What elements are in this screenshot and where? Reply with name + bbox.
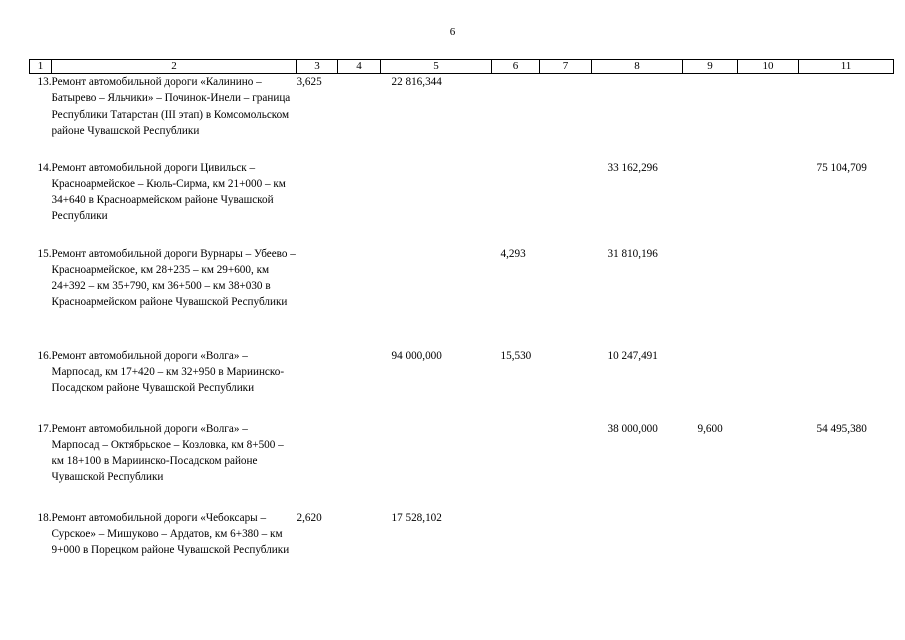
cell-col5 xyxy=(381,160,492,246)
cell-col7 xyxy=(540,74,592,160)
cell-col7 xyxy=(540,246,592,348)
row-number: 15. xyxy=(37,247,52,260)
cell-col6 xyxy=(492,160,540,246)
cell-col11 xyxy=(799,510,894,574)
cell-col10 xyxy=(738,510,799,574)
cell-col9 xyxy=(683,160,738,246)
cell-col6: 4,293 xyxy=(500,247,526,260)
row-number: 14. xyxy=(37,161,52,174)
table-row xyxy=(30,510,894,574)
cell-col6: 15,530 xyxy=(500,349,532,362)
row-number: 13. xyxy=(37,76,52,88)
cell-col4 xyxy=(338,74,381,160)
cell-col8 xyxy=(592,510,683,574)
cell-col10 xyxy=(738,421,799,510)
table-row xyxy=(30,160,894,246)
cell-col11: 54 495,380 xyxy=(816,422,867,435)
cell-col4 xyxy=(338,510,381,574)
table-row xyxy=(30,74,894,160)
road-name: Ремонт автомобильной дороги «Волга» – Марпосад – Октябрьское – Козловка, км 8+500 – км 18+100 в Мариинско-Посадском районе Чувашской Республики xyxy=(51,422,284,484)
column-header: 7 xyxy=(540,60,592,74)
cell-col8 xyxy=(592,74,683,160)
cell-col6 xyxy=(492,74,540,160)
cell-col10 xyxy=(738,74,799,160)
cell-col6 xyxy=(492,421,540,510)
cell-col8: 31 810,196 xyxy=(607,247,658,260)
road-name: Ремонт автомобильной дороги Цивильск – Красноармейское – Кюль-Сирма, км 21+000 – км 34+640 в Красноармейском районе Чувашской Республики xyxy=(51,161,286,223)
cell-col5 xyxy=(381,246,492,348)
cell-col4 xyxy=(338,421,381,510)
cell-col7 xyxy=(540,421,592,510)
cell-col10 xyxy=(738,160,799,246)
cell-col9 xyxy=(683,246,738,348)
column-header: 2 xyxy=(52,60,297,74)
column-header: 4 xyxy=(338,60,381,74)
cell-col3 xyxy=(297,421,338,510)
cell-col11 xyxy=(799,246,894,348)
cell-col5 xyxy=(381,421,492,510)
column-header: 6 xyxy=(492,60,540,74)
column-header: 11 xyxy=(799,60,894,74)
column-header: 1 xyxy=(30,60,52,74)
cell-col3 xyxy=(297,348,338,421)
cell-col5: 17 528,102 xyxy=(391,511,442,524)
column-header: 5 xyxy=(381,60,492,74)
cell-col4 xyxy=(338,348,381,421)
column-header: 10 xyxy=(738,60,799,74)
column-number-header-row xyxy=(30,60,894,74)
cell-col8: 33 162,296 xyxy=(607,161,658,174)
column-header: 3 xyxy=(297,60,338,74)
cell-col9 xyxy=(683,348,738,421)
cell-col7 xyxy=(540,348,592,421)
cell-col3 xyxy=(297,246,338,348)
cell-col5: 22 816,344 xyxy=(391,76,442,88)
cell-col9: 9,600 xyxy=(697,422,723,435)
cell-col4 xyxy=(338,246,381,348)
table-row xyxy=(30,246,894,348)
table-row xyxy=(30,421,894,510)
cell-col4 xyxy=(338,160,381,246)
road-name: Ремонт автомобильной дороги «Чебоксары – Сурское» – Мишуково – Ардатов, км 6+380 – км 9+000 в Порецком районе Чувашской Республики xyxy=(51,511,290,557)
road-name: Ремонт автомобильной дороги «Волга» – Марпосад, км 17+420 – км 32+950 в Мариинско-Посадском районе Чувашской Республики xyxy=(51,349,285,395)
row-number: 17. xyxy=(37,422,52,435)
road-name: Ремонт автомобильной дороги «Калинино – Батырево – Яльчики» – Починок-Инели – граница Республики Татарстан (III этап) в Комсомольском районе Чувашской Республики xyxy=(51,76,291,137)
cell-col10 xyxy=(738,246,799,348)
cell-col8: 10 247,491 xyxy=(607,349,658,362)
cell-col6 xyxy=(492,510,540,574)
column-header: 9 xyxy=(683,60,738,74)
cell-col5: 94 000,000 xyxy=(391,349,442,362)
cell-col3: 3,625 xyxy=(296,76,322,88)
cell-col9 xyxy=(683,510,738,574)
cell-col11 xyxy=(799,348,894,421)
cell-col3: 2,620 xyxy=(296,511,322,524)
row-number: 18. xyxy=(37,511,52,524)
cell-col10 xyxy=(738,348,799,421)
cell-col9 xyxy=(683,74,738,160)
row-number: 16. xyxy=(37,349,52,362)
road-repair-table xyxy=(29,59,894,574)
page-number: 6 xyxy=(449,26,456,38)
road-name: Ремонт автомобильной дороги Вурнары – Убеево – Красноармейское, км 28+235 – км 29+600, км 24+392 – км 35+790, км 36+500 – км 38+030 в Красноармейском районе Чувашской Республики xyxy=(51,247,296,309)
cell-col8: 38 000,000 xyxy=(607,422,658,435)
cell-col3 xyxy=(297,160,338,246)
table-row xyxy=(30,348,894,421)
cell-col11: 75 104,709 xyxy=(816,161,867,174)
cell-col7 xyxy=(540,160,592,246)
cell-col11 xyxy=(799,74,894,160)
cell-col7 xyxy=(540,510,592,574)
column-header: 8 xyxy=(592,60,683,74)
